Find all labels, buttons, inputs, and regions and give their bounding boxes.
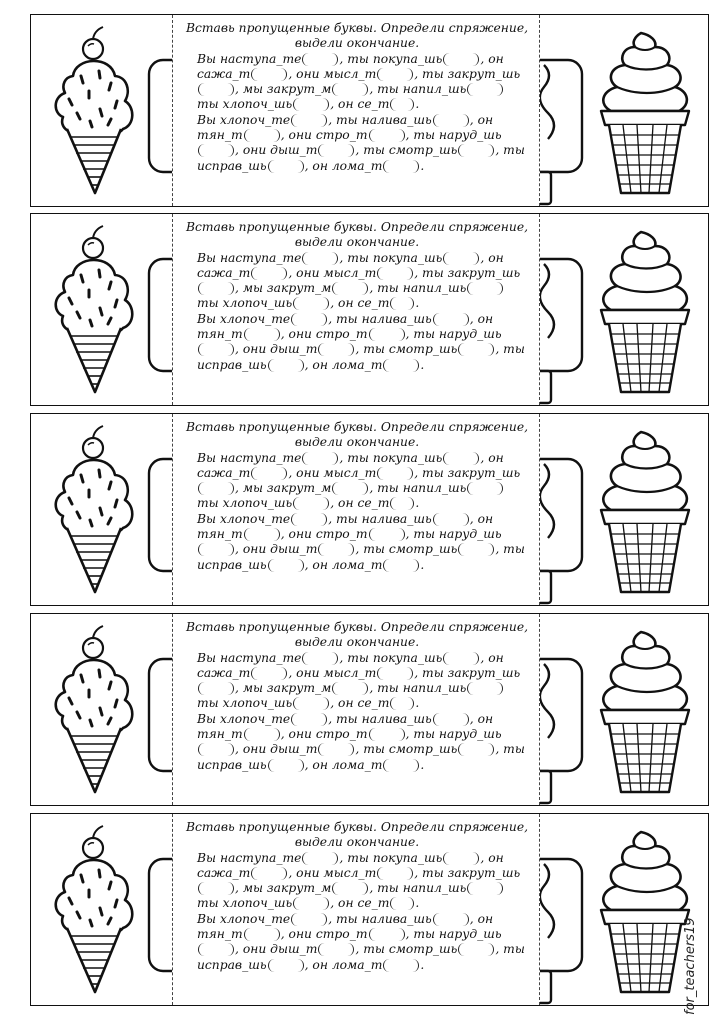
soft-serve-cone-icon <box>601 832 689 992</box>
exercise-paragraph-1: Вы наступа_те , ты покупа_шь , он сажа_т , они мысл_т , ты закрут_шь , мы закрут_м , ты напил_шь ты хлопоч_шь , он се_т . <box>197 51 521 112</box>
exercise-paragraph-2: Вы хлопоч_те , ты налива_шь , он тян_т , они стро_т , ты наруд_шь , они дыш_т , ты смотр_шь , ты исправ_шь , он лома_т . <box>197 112 525 173</box>
cherry-ice-cream-icon <box>56 826 133 992</box>
cherry-ice-cream-icon <box>56 226 133 392</box>
exercise-paragraph-1: Вы наступа_те , ты покупа_шь , он сажа_т , они мысл_т , ты закрут_шь , мы закрут_м , ты напил_шь ты хлопоч_шь , он се_т . <box>197 250 521 311</box>
author-watermark: for_teachers19 <box>683 917 698 1015</box>
exercise-title: Вставь пропущенные буквы. Определи спряжение, выдели окончание. <box>185 820 529 850</box>
exercise-title: Вставь пропущенные буквы. Определи спряжение, выдели окончание. <box>185 21 529 51</box>
soft-serve-cone-icon <box>601 33 689 193</box>
exercise-card <box>172 15 540 206</box>
exercise-title: Вставь пропущенные буквы. Определи спряжение, выдели окончание. <box>185 420 529 450</box>
exercise-paragraph-2: Вы хлопоч_те , ты налива_шь , он тян_т , они стро_т , ты наруд_шь , они дыш_т , ты смотр_шь , ты исправ_шь , он лома_т . <box>197 711 525 772</box>
exercise-paragraph-1: Вы наступа_те , ты покупа_шь , он сажа_т , они мысл_т , ты закрут_шь , мы закрут_м , ты напил_шь ты хлопоч_шь , он се_т . <box>197 650 521 711</box>
exercise-card <box>172 814 540 1005</box>
exercise-paragraph-2: Вы хлопоч_те , ты налива_шь , он тян_т , они стро_т , ты наруд_шь , они дыш_т , ты смотр_шь , ты исправ_шь , он лома_т . <box>197 911 525 972</box>
worksheet-strip-2 <box>30 213 709 406</box>
worksheet-strip-1 <box>30 14 709 207</box>
worksheet-strip-4 <box>30 613 709 806</box>
worksheet-strip-5 <box>30 813 709 1006</box>
soft-serve-cone-icon <box>601 432 689 592</box>
exercise-card <box>172 214 540 405</box>
soft-serve-cone-icon <box>601 632 689 792</box>
cherry-ice-cream-icon <box>56 27 133 193</box>
exercise-title: Вставь пропущенные буквы. Определи спряжение, выдели окончание. <box>185 620 529 650</box>
worksheet-strip-3 <box>30 413 709 606</box>
exercise-card <box>172 614 540 805</box>
cherry-ice-cream-icon <box>56 626 133 792</box>
exercise-paragraph-1: Вы наступа_те , ты покупа_шь , он сажа_т , они мысл_т , ты закрут_шь , мы закрут_м , ты напил_шь ты хлопоч_шь , он се_т . <box>197 450 521 511</box>
exercise-title: Вставь пропущенные буквы. Определи спряжение, выдели окончание. <box>185 220 529 250</box>
exercise-card <box>172 414 540 605</box>
exercise-paragraph-2: Вы хлопоч_те , ты налива_шь , он тян_т , они стро_т , ты наруд_шь , они дыш_т , ты смотр_шь , ты исправ_шь , он лома_т . <box>197 311 525 372</box>
soft-serve-cone-icon <box>601 232 689 392</box>
cherry-ice-cream-icon <box>56 426 133 592</box>
exercise-paragraph-1: Вы наступа_те , ты покупа_шь , он сажа_т , они мысл_т , ты закрут_шь , мы закрут_м , ты напил_шь ты хлопоч_шь , он се_т . <box>197 850 521 911</box>
exercise-paragraph-2: Вы хлопоч_те , ты налива_шь , он тян_т , они стро_т , ты наруд_шь , они дыш_т , ты смотр_шь , ты исправ_шь , он лома_т . <box>197 511 525 572</box>
